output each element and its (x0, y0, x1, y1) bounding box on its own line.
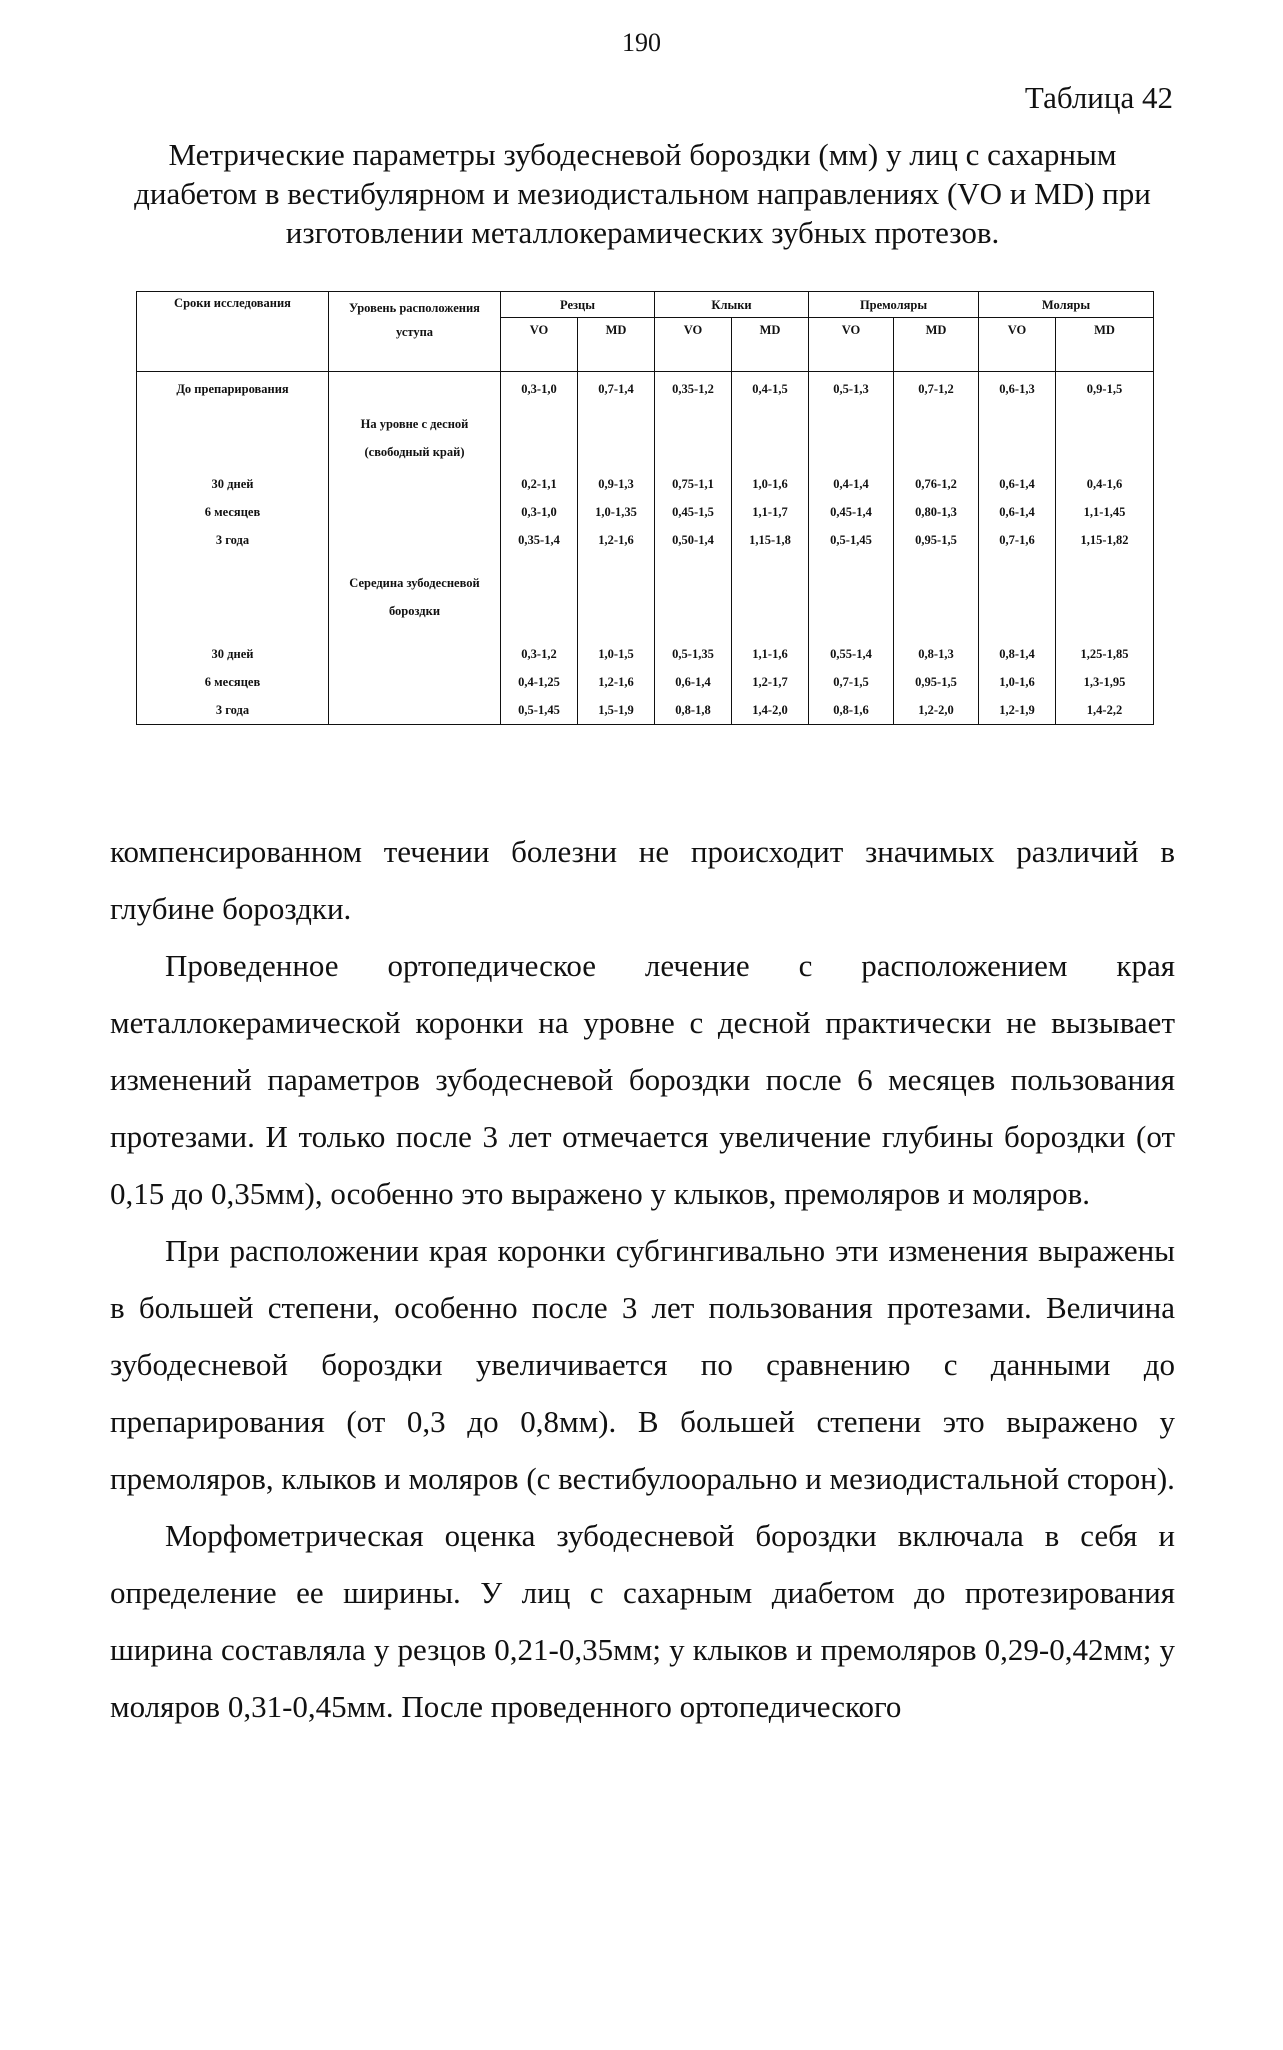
period-cell: 30 дней (137, 640, 329, 668)
header-sub-md: MD (894, 318, 979, 372)
value-cell: 1,0-1,5 (578, 640, 655, 668)
value-cell: 1,15-1,8 (732, 526, 809, 554)
value-cell: 0,50-1,4 (655, 526, 732, 554)
value-cell: 0,6-1,4 (979, 470, 1056, 498)
header-sub-vo: VO (501, 318, 578, 372)
value-cell: 0,3-1,2 (501, 640, 578, 668)
value-cell: 0,35-1,4 (501, 526, 578, 554)
value-cell: 0,95-1,5 (894, 526, 979, 554)
value-cell: 1,2-1,9 (979, 696, 1056, 725)
value-cell: 1,1-1,7 (732, 498, 809, 526)
value-cell: 0,4-1,25 (501, 668, 578, 696)
header-sub-vo: VO (979, 318, 1056, 372)
value-cell: 0,7-1,2 (894, 372, 979, 407)
value-cell: 0,5-1,45 (501, 696, 578, 725)
data-table (136, 291, 1154, 725)
period-cell: До препарирования (137, 372, 329, 407)
level-cell (329, 372, 501, 407)
value-cell: 1,2-2,0 (894, 696, 979, 725)
period-cell: 30 дней (137, 470, 329, 498)
header-group-molars: Моляры (979, 292, 1154, 318)
level-label-gum: На уровне с десной (свободный край) (329, 406, 501, 470)
value-cell: 0,7-1,5 (809, 668, 894, 696)
value-cell: 0,8-1,4 (979, 640, 1056, 668)
value-cell: 0,8-1,6 (809, 696, 894, 725)
header-sub-vo: VO (809, 318, 894, 372)
body-text (110, 823, 1175, 1735)
value-cell: 0,7-1,6 (979, 526, 1056, 554)
value-cell: 1,25-1,85 (1056, 640, 1154, 668)
value-cell: 0,45-1,4 (809, 498, 894, 526)
header-sub-md: MD (1056, 318, 1154, 372)
value-cell: 1,4-2,2 (1056, 696, 1154, 725)
period-cell: 3 года (137, 526, 329, 554)
value-cell: 0,8-1,8 (655, 696, 732, 725)
value-cell: 1,0-1,35 (578, 498, 655, 526)
value-cell: 0,35-1,2 (655, 372, 732, 407)
value-cell: 1,5-1,9 (578, 696, 655, 725)
period-cell: 6 месяцев (137, 668, 329, 696)
table-caption: Метрические параметры зубодесневой бороздки (мм) у лиц с сахарным диабетом в вестибулярном и мезиодистальном направлениях (VO и MD) при изготовлении металлокерамических зубных протезов. (134, 137, 1151, 250)
value-cell: 1,2-1,6 (578, 668, 655, 696)
value-cell: 0,9-1,5 (1056, 372, 1154, 407)
header-period: Сроки исследования (137, 292, 329, 372)
header-group-premolars: Премоляры (809, 292, 979, 318)
value-cell: 1,1-1,6 (732, 640, 809, 668)
value-cell: 0,5-1,35 (655, 640, 732, 668)
value-cell: 0,55-1,4 (809, 640, 894, 668)
page-number: 190 (622, 28, 661, 57)
value-cell: 0,6-1,4 (979, 498, 1056, 526)
value-cell: 0,4-1,4 (809, 470, 894, 498)
period-cell: 6 месяцев (137, 498, 329, 526)
value-cell: 1,0-1,6 (979, 668, 1056, 696)
level-label-mid: Середина зубодесневой бороздки (329, 554, 501, 640)
value-cell: 1,0-1,6 (732, 470, 809, 498)
value-cell: 0,9-1,3 (578, 470, 655, 498)
value-cell: 0,2-1,1 (501, 470, 578, 498)
value-cell: 1,4-2,0 (732, 696, 809, 725)
value-cell: 0,8-1,3 (894, 640, 979, 668)
value-cell: 1,3-1,95 (1056, 668, 1154, 696)
paragraph: компенсированном течении болезни не происходит значимых различий в глубине бороздки. (110, 834, 1175, 926)
header-sub-vo: VO (655, 318, 732, 372)
value-cell: 0,6-1,4 (655, 668, 732, 696)
value-cell: 0,6-1,3 (979, 372, 1056, 407)
value-cell: 1,15-1,82 (1056, 526, 1154, 554)
value-cell: 0,45-1,5 (655, 498, 732, 526)
header-group-canines: Клыки (655, 292, 809, 318)
table-label: Таблица 42 (1024, 80, 1173, 115)
value-cell: 0,80-1,3 (894, 498, 979, 526)
value-cell: 0,3-1,0 (501, 498, 578, 526)
value-cell: 0,4-1,5 (732, 372, 809, 407)
value-cell: 1,1-1,45 (1056, 498, 1154, 526)
value-cell: 0,5-1,3 (809, 372, 894, 407)
header-sub-md: MD (578, 318, 655, 372)
header-level: Уровень расположения уступа (329, 292, 501, 372)
value-cell: 1,2-1,7 (732, 668, 809, 696)
paragraph: Проведенное ортопедическое лечение с расположением края металлокерамической коронки на уровне с десной практически не вызывает изменений параметров зубодесневой бороздки после 6 месяцев пользования протезами. И только после 3 лет отмечается увеличение глубины бороздки (от 0,15 до 0,35мм), особенно это выражено у клыков, премоляров и моляров. (110, 948, 1175, 1211)
value-cell: 0,7-1,4 (578, 372, 655, 407)
period-cell: 3 года (137, 696, 329, 725)
header-group-incisors: Резцы (501, 292, 655, 318)
paragraph: При расположении края коронки субгингивально эти изменения выражены в большей степени, особенно после 3 лет пользования протезами. Величина зубодесневой бороздки увеличивается по сравнению с данными до препарирования (от 0,3 до 0,8мм). В большей степени это выражено у премоляров, клыков и моляров (с вестибулоорально и мезиодистальной сторон). (110, 1233, 1175, 1496)
value-cell: 0,76-1,2 (894, 470, 979, 498)
value-cell: 0,95-1,5 (894, 668, 979, 696)
paragraph: Морфометрическая оценка зубодесневой бороздки включала в себя и определение ее ширины. У лиц с сахарным диабетом до протезирования ширина составляла у резцов 0,21-0,35мм; у клыков и премоляров 0,29-0,42мм; у моляров 0,31-0,45мм. После проведенного ортопедического (110, 1518, 1175, 1724)
value-cell: 0,3-1,0 (501, 372, 578, 407)
value-cell: 0,75-1,1 (655, 470, 732, 498)
value-cell: 0,5-1,45 (809, 526, 894, 554)
value-cell: 0,4-1,6 (1056, 470, 1154, 498)
header-sub-md: MD (732, 318, 809, 372)
value-cell: 1,2-1,6 (578, 526, 655, 554)
